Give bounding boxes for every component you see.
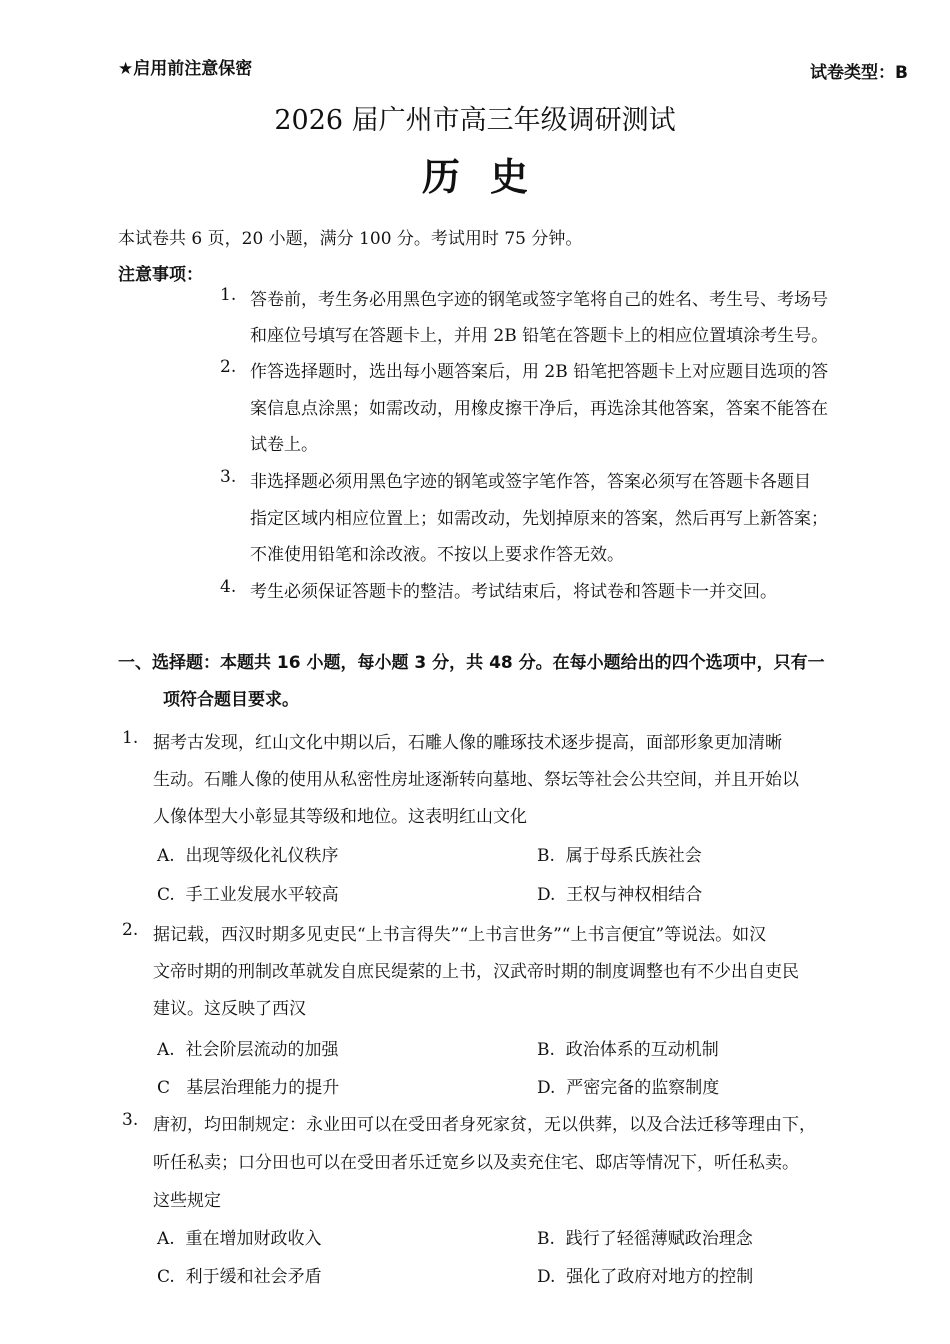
option-b: B. 属于母系氏族社会: [537, 846, 702, 866]
notice-item-line: 非选择题必须用黑色字迹的钢笔或签字笔作答，答案必须写在答题卡各题目: [250, 472, 811, 492]
notice-item-line: 指定区域内相应位置上；如需改动，先划掉原来的答案，然后再写上新答案；: [250, 509, 828, 529]
option-a: A. 社会阶层流动的加强: [157, 1040, 339, 1060]
question-stem-line: 据考古发现，红山文化中期以后，石雕人像的雕琢技术逐步提高，面部形象更加清晰: [153, 733, 782, 753]
notice-item-line: 答卷前，考生务必用黑色字迹的钢笔或签字笔将自己的姓名、考生号、考场号: [250, 290, 828, 310]
option-c: C 基层治理能力的提升: [157, 1078, 340, 1098]
notice-item-number: 1.: [220, 285, 237, 305]
section-heading: 一、选择题：本题共 16 小题，每小题 3 分，共 48 分。在每小题给出的四个选项中，只有一: [118, 653, 825, 673]
question-stem-line: 建议。这反映了西汉: [153, 999, 306, 1019]
confidential-label: ★启用前注意保密: [118, 59, 253, 79]
question-stem-line: 听任私卖；口分田也可以在受田者乐迁宽乡以及卖充住宅、邸店等情况下，听任私卖。: [153, 1153, 799, 1173]
option-b: B. 政治体系的互动机制: [537, 1040, 719, 1060]
subject-title: 历史: [421, 155, 558, 199]
option-a: A. 重在增加财政收入: [157, 1229, 322, 1249]
notice-item-number: 4.: [220, 577, 237, 597]
notice-item-line: 案信息点涂黑；如需改动，用橡皮擦干净后，再选涂其他答案，答案不能答在: [250, 399, 828, 419]
question-stem-line: 据记载，西汉时期多见吏民“上书言得失”“上书言世务”“上书言便宜”等说法。如汉: [153, 925, 767, 945]
question-number: 1.: [122, 728, 139, 748]
section-heading-continued: 项符合题目要求。: [163, 690, 299, 710]
notice-label: 注意事项：: [118, 265, 203, 285]
option-c: C. 手工业发展水平较高: [157, 885, 339, 905]
option-d: D. 王权与神权相结合: [537, 885, 703, 905]
question-stem-line: 这些规定: [153, 1191, 221, 1211]
notice-item-line: 考生必须保证答题卡的整洁。考试结束后，将试卷和答题卡一并交回。: [250, 582, 777, 602]
notice-item-line: 作答选择题时，选出每小题答案后，用 2B 铅笔把答题卡上对应题目选项的答: [250, 362, 829, 382]
notice-item-line: 不准使用铅笔和涂改液。不按以上要求作答无效。: [250, 545, 624, 565]
notice-item-number: 2.: [220, 357, 237, 377]
question-stem-line: 唐初，均田制规定：永业田可以在受田者身死家贫，无以供葬，以及合法迁移等理由下，: [153, 1115, 816, 1135]
question-number: 2.: [122, 920, 139, 940]
notice-item-line: 和座位号填写在答题卡上，并用 2B 铅笔在答题卡上的相应位置填涂考生号。: [250, 326, 829, 346]
exam-title: 2026 届广州市高三年级调研测试: [274, 105, 676, 136]
question-stem-line: 文帝时期的刑制改革就发自庶民缇萦的上书，汉武帝时期的制度调整也有不少出自吏民: [153, 962, 799, 982]
notice-item-number: 3.: [220, 467, 237, 487]
option-b: B. 践行了轻徭薄赋政治理念: [537, 1229, 753, 1249]
option-d: D. 严密完备的监察制度: [537, 1078, 720, 1098]
question-stem-line: 生动。石雕人像的使用从私密性房址逐渐转向墓地、祭坛等社会公共空间，并且开始以: [153, 770, 799, 790]
paper-type-label: 试卷类型：B: [810, 63, 908, 83]
option-c: C. 利于缓和社会矛盾: [157, 1267, 322, 1287]
exam-intro: 本试卷共 6 页，20 小题，满分 100 分。考试用时 75 分钟。: [118, 229, 583, 249]
option-d: D. 强化了政府对地方的控制: [537, 1267, 754, 1287]
question-number: 3.: [122, 1110, 139, 1130]
notice-item-line: 试卷上。: [250, 435, 318, 455]
option-a: A. 出现等级化礼仪秩序: [157, 846, 339, 866]
question-stem-line: 人像体型大小彰显其等级和地位。这表明红山文化: [153, 807, 527, 827]
